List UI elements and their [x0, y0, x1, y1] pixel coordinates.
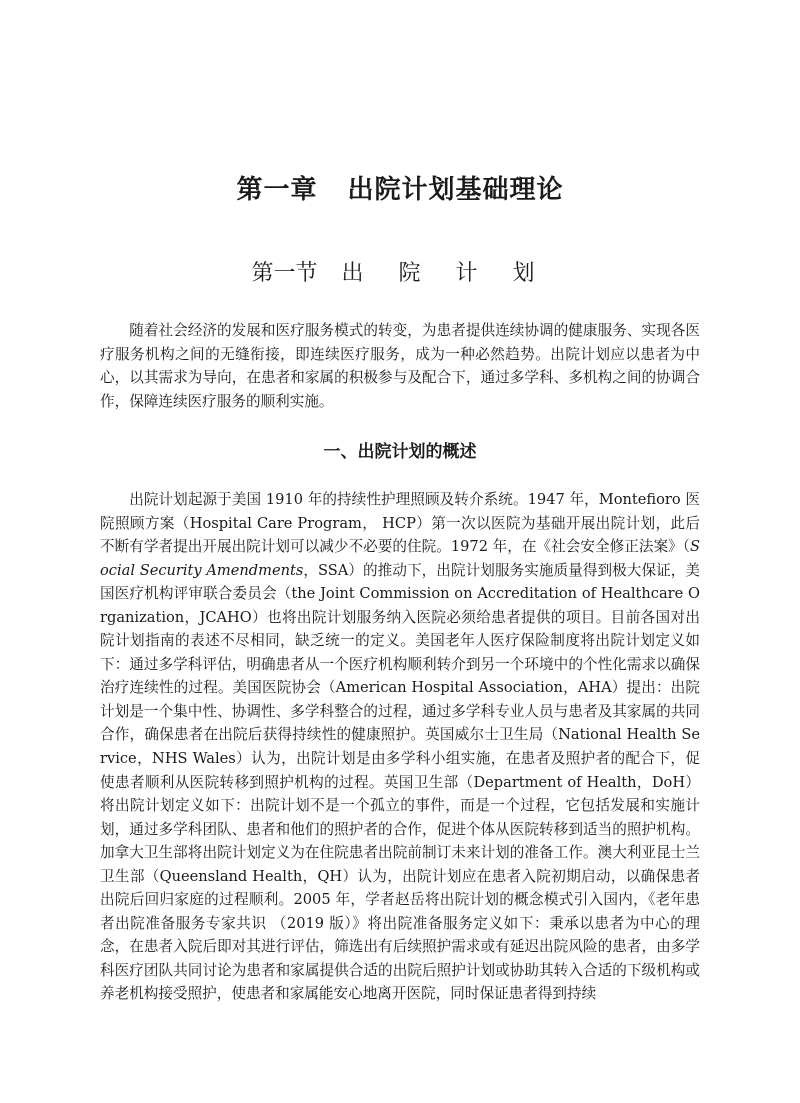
overview-paragraph	[100, 488, 700, 1006]
section-name: 出 院 计 划	[341, 261, 549, 286]
chapter-title	[0, 168, 800, 212]
overview-italic-title: Social Security Amendments	[100, 538, 700, 579]
intro-paragraph: 随着社会经济的发展和医疗服务模式的转变，为患者提供连续协调的健康服务、实现各医疗服务机构之间的无缝衔接，即连续医疗服务，成为一种必然趋势。出院计划应以患者为中心，以其需求为导向，在患者和家属的积极参与及配合下，通过多学科、多机构之间的协调合作，保障连续医疗服务的顺利实施。	[100, 322, 700, 410]
chapter-name: 出院计划基础理论	[347, 175, 564, 205]
subsection-heading: 一、出院计划的概述	[323, 442, 477, 462]
overview-text-part2: ，SSA）的推动下，出院计划服务实施质量得到极大保证，美国医疗机构评审联合委员会（the Joint Commission on Accreditation of Healthcare Organization，JCAHO）也将出院计划服务纳入医院必须给患者提供的项目。目前各国对出院计划指南的表述不尽相同，缺乏统一的定义。美国老年人医疗保险制度将出院计划定义如下：通过多学科评估，明确患者从一个医疗机构顺利转介到另一个环境中的个性化需求以确保治疗连续性的过程。美国医院协会（American Hospital Association，AHA）提出：出院计划是一个集中性、协调性、多学科整合的过程，通过多学科专业人员与患者及其家属的共同合作，确保患者在出院后获得持续性的健康照护。英国威尔士卫生局（National Health Service，NHS Wales）认为，出院计划是由多学科小组实施，在患者及照护者的配合下，促使患者顺利从医院转移到照护机构的过程。英国卫生部（Department of Health，DoH）将出院计划定义如下：出院计划不是一个孤立的事件，而是一个过程，它包括发展和实施计划，通过多学科团队、患者和他们的照护者的合作，促进个体从医院转移到适当的照护机构。加拿大卫生部将出院计划定义为在住院患者出院前制订未来计划的准备工作。澳大利亚昆士兰卫生部（Queensland Health，QH）认为，出院计划应在患者入院初期启动，以确保患者出院后回归家庭的过程顺利。2005 年，学者赵岳将出院计划的概念模式引入国内，《老年患者出院准备服务专家共识 （2019 版）》将出院准备服务定义如下：秉承以患者为中心的理念，在患者入院后即对其进行评估，筛选出有后续照护需求或有延迟出院风险的患者，由多学科医疗团队共同讨论为患者和家属提供合适的出院后照护计划或协助其转入合适的下级机构或养老机构接受照护，使患者和家属能安心地离开医院，同时保证患者得到持续	[100, 561, 701, 1003]
section-number: 第一节	[251, 261, 318, 286]
chapter-number: 第一章	[236, 175, 318, 205]
overview-text-part1: 出院计划起源于美国 1910 年的持续性护理照顾及转介系统。1947 年，Montefioro 医院照顾方案（Hospital Care Program， HCP）第一次以医院为基础开展出院计划，此后不断有学者提出开展出院计划可以减少不必要的住院。1972 年，在《社会安全修正法案》（	[100, 491, 700, 556]
section-title	[0, 257, 800, 291]
